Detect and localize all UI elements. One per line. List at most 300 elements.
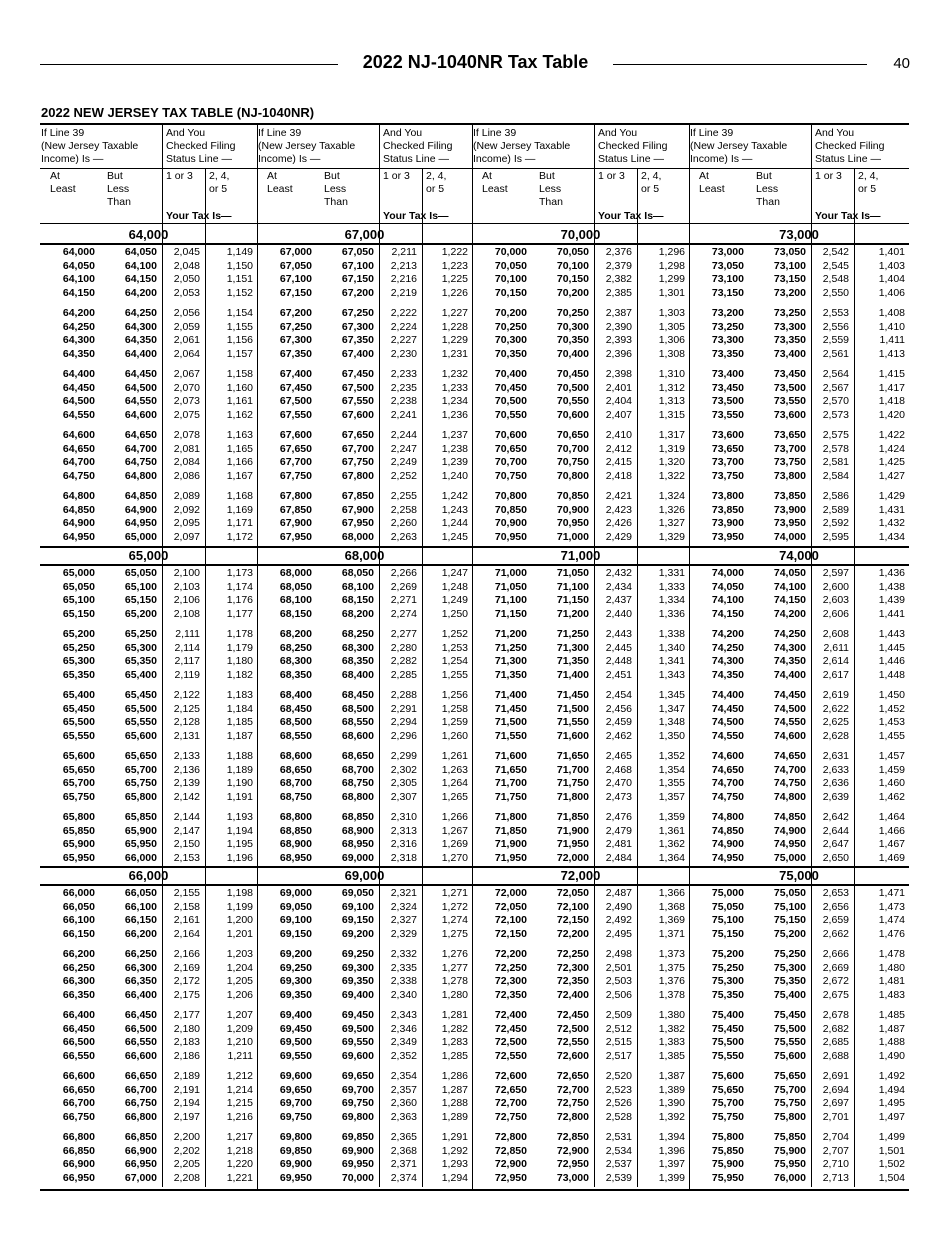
tax-status-1-3: 2,401 — [605, 381, 632, 394]
at-least-value: 64,550 — [62, 408, 95, 421]
at-least-value: 74,300 — [711, 655, 744, 667]
tax-status-2-4-5: 1,176 — [226, 594, 253, 606]
tax-status-1-3: 2,291 — [390, 702, 417, 715]
band-label: 70,000 — [560, 227, 601, 242]
tax-status-2-4-5: 1,483 — [878, 988, 905, 1001]
but-less-than-value: 65,350 — [124, 655, 157, 667]
tax-status-1-3: 2,175 — [173, 988, 200, 1001]
tax-status-1-3: 2,462 — [605, 729, 632, 742]
tax-status-1-3: 2,509 — [605, 1009, 632, 1021]
but-less-than-value: 75,900 — [773, 1144, 806, 1157]
tax-status-1-3: 2,608 — [822, 628, 849, 640]
tax-status-1-3: 2,697 — [822, 1097, 849, 1109]
tax-status-2-4-5: 1,296 — [658, 246, 685, 258]
tax-status-2-4-5: 1,443 — [878, 628, 905, 640]
tax-status-1-3: 2,492 — [605, 914, 632, 926]
but-less-than-value: 71,550 — [556, 716, 589, 728]
at-least-value: 70,450 — [494, 381, 527, 394]
band-label: 67,000 — [344, 227, 385, 242]
tax-status-1-3: 2,600 — [822, 580, 849, 593]
but-less-than-value: 68,900 — [341, 824, 374, 837]
tax-status-1-3: 2,606 — [822, 607, 849, 620]
tax-status-2-4-5: 1,473 — [878, 900, 905, 913]
tax-status-1-3: 2,672 — [822, 975, 849, 987]
at-least-value: 67,550 — [279, 408, 312, 421]
tax-status-2-4-5: 1,210 — [226, 1036, 253, 1048]
tax-status-1-3: 2,614 — [822, 655, 849, 667]
tax-status-1-3: 2,639 — [822, 790, 849, 803]
at-least-value: 71,550 — [494, 729, 527, 742]
band-label: 64,000 — [128, 227, 169, 242]
status-header: Checked Filing — [598, 140, 668, 152]
at-least-value: 74,650 — [711, 763, 744, 776]
but-less-than-value: 75,350 — [773, 975, 806, 987]
but-less-than-value: 71,300 — [556, 641, 589, 654]
but-less-than-value: 69,850 — [341, 1131, 374, 1143]
at-least-value: 70,350 — [494, 347, 527, 360]
but-less-than-value: 66,400 — [124, 988, 157, 1001]
status-header: And You — [815, 127, 855, 139]
but-less-than-value: 75,150 — [773, 914, 806, 926]
at-least-value: 73,150 — [711, 286, 744, 299]
tax-status-2-4-5: 1,263 — [441, 763, 468, 776]
tax-status-1-3: 2,559 — [822, 334, 849, 346]
tax-status-2-4-5: 1,450 — [878, 689, 905, 701]
tax-status-2-4-5: 1,343 — [658, 668, 685, 681]
tax-status-1-3: 2,644 — [822, 824, 849, 837]
tax-status-1-3: 2,200 — [173, 1131, 200, 1143]
at-least-value: 74,700 — [711, 777, 744, 789]
tax-status-2-4-5: 1,313 — [658, 395, 685, 407]
page-title: 2022 NJ-1040NR Tax Table — [362, 52, 589, 72]
but-less-than-value: 73,700 — [773, 442, 806, 455]
at-least-header: At — [267, 170, 277, 182]
tax-status-1-3: 2,404 — [605, 395, 632, 407]
tax-status-1-3: 2,332 — [390, 948, 417, 960]
tax-status-1-3: 2,349 — [390, 1036, 417, 1048]
tax-status-1-3: 2,084 — [173, 456, 200, 468]
tax-status-1-3: 2,704 — [822, 1131, 849, 1143]
but-less-than-value: 69,950 — [341, 1158, 374, 1170]
but-less-than-value: 69,700 — [341, 1083, 374, 1096]
at-least-value: 68,600 — [279, 750, 312, 762]
tax-table-panel — [689, 123, 909, 1191]
tax-status-1-3: 2,636 — [822, 777, 849, 789]
tax-status-1-3: 2,506 — [605, 988, 632, 1001]
at-least-value: 70,950 — [494, 530, 527, 543]
but-less-than-value: 75,500 — [773, 1022, 806, 1035]
tax-status-1-3: 2,421 — [605, 490, 632, 502]
at-least-value: 74,950 — [711, 851, 744, 864]
but-less-than-value: 72,000 — [556, 851, 589, 864]
but-less-than-value: 69,200 — [341, 927, 374, 940]
tax-status-2-4-5: 1,404 — [878, 273, 905, 285]
status-1-3-header: 1 or 3 — [598, 170, 625, 182]
tax-status-2-4-5: 1,392 — [658, 1110, 685, 1123]
band-label: 68,000 — [344, 548, 385, 563]
at-least-header: At — [699, 170, 709, 182]
at-least-value: 65,150 — [62, 607, 95, 620]
but-less-than-value: 75,700 — [773, 1083, 806, 1096]
but-less-than-value: 73,250 — [773, 307, 806, 319]
tax-status-2-4-5: 1,446 — [878, 655, 905, 667]
tax-status-1-3: 2,335 — [390, 961, 417, 974]
tax-status-2-4-5: 1,207 — [226, 1009, 253, 1021]
tax-status-2-4-5: 1,194 — [226, 824, 253, 837]
tax-status-1-3: 2,495 — [605, 927, 632, 940]
at-least-value: 68,800 — [279, 811, 312, 823]
at-least-value: 64,300 — [62, 334, 95, 346]
band-rule — [689, 884, 909, 886]
tax-status-1-3: 2,707 — [822, 1144, 849, 1157]
but-less-than-value: 70,850 — [556, 490, 589, 502]
tax-status-2-4-5: 1,403 — [878, 259, 905, 272]
but-less-than-value: 69,000 — [341, 851, 374, 864]
tax-status-2-4-5: 1,492 — [878, 1070, 905, 1082]
at-least-value: 66,950 — [62, 1171, 95, 1184]
band-rule — [40, 243, 257, 245]
tax-status-2-4-5: 1,315 — [658, 408, 685, 421]
tax-status-2-4-5: 1,198 — [226, 887, 253, 899]
tax-status-2-4-5: 1,464 — [878, 811, 905, 823]
tax-status-1-3: 2,205 — [173, 1158, 200, 1170]
tax-status-1-3: 2,710 — [822, 1158, 849, 1170]
tax-status-1-3: 2,252 — [390, 469, 417, 482]
tax-status-2-4-5: 1,324 — [658, 490, 685, 502]
tax-status-1-3: 2,172 — [173, 975, 200, 987]
but-less-than-value: 70,350 — [556, 334, 589, 346]
but-less-than-value: 70,700 — [556, 442, 589, 455]
tax-status-2-4-5: 1,376 — [658, 975, 685, 987]
but-less-than-value: 75,850 — [773, 1131, 806, 1143]
tax-status-1-3: 2,142 — [173, 790, 200, 803]
tax-status-1-3: 2,056 — [173, 307, 200, 319]
tax-status-1-3: 2,476 — [605, 811, 632, 823]
but-less-than-value: 68,100 — [341, 580, 374, 593]
tax-status-2-4-5: 1,471 — [878, 887, 905, 899]
but-less-than-value: 72,050 — [556, 887, 589, 899]
at-least-value: 67,050 — [279, 259, 312, 272]
tax-status-2-4-5: 1,248 — [441, 580, 468, 593]
but-less-than-value: 70,450 — [556, 368, 589, 380]
at-least-value: 69,350 — [279, 988, 312, 1001]
your-tax-is-label: Your Tax Is— — [598, 210, 664, 222]
tax-status-1-3: 2,570 — [822, 395, 849, 407]
tax-status-1-3: 2,111 — [175, 628, 200, 640]
but-less-than-value: 65,950 — [124, 838, 157, 850]
but-less-than-value: 75,100 — [773, 900, 806, 913]
but-less-than-value: 65,500 — [124, 702, 157, 715]
but-less-than-value: 69,350 — [341, 975, 374, 987]
but-less-than-value: 73,150 — [773, 273, 806, 285]
but-less-than-value: 74,050 — [773, 567, 806, 579]
but-less-than-value: 72,400 — [556, 988, 589, 1001]
tax-status-1-3: 2,487 — [605, 887, 632, 899]
tax-status-2-4-5: 1,380 — [658, 1009, 685, 1021]
tax-status-1-3: 2,208 — [173, 1171, 200, 1184]
but-less-than-header: But — [756, 170, 772, 182]
at-least-header: At — [50, 170, 60, 182]
tax-status-1-3: 2,611 — [823, 641, 849, 654]
tax-status-1-3: 2,247 — [390, 442, 417, 455]
tax-status-2-4-5: 1,373 — [658, 948, 685, 960]
at-least-header: At — [482, 170, 492, 182]
tax-status-1-3: 2,429 — [605, 530, 632, 543]
but-less-than-value: 70,400 — [556, 347, 589, 360]
at-least-value: 64,800 — [62, 490, 95, 502]
at-least-value: 71,950 — [494, 851, 527, 864]
tax-status-2-4-5: 1,312 — [658, 381, 685, 394]
at-least-header: Least — [267, 183, 293, 195]
status-header: And You — [598, 127, 638, 139]
your-tax-is-label: Your Tax Is— — [815, 210, 881, 222]
but-less-than-value: 66,800 — [124, 1110, 157, 1123]
at-least-value: 71,650 — [494, 763, 527, 776]
at-least-value: 65,050 — [62, 580, 95, 593]
at-least-value: 74,100 — [711, 594, 744, 606]
at-least-value: 72,500 — [494, 1036, 527, 1048]
at-least-value: 74,600 — [711, 750, 744, 762]
but-less-than-value: 71,350 — [556, 655, 589, 667]
at-least-value: 74,500 — [711, 716, 744, 728]
at-least-value: 67,600 — [279, 429, 312, 441]
at-least-value: 69,400 — [279, 1009, 312, 1021]
but-less-than-value: 66,650 — [124, 1070, 157, 1082]
at-least-value: 67,650 — [279, 442, 312, 455]
at-least-value: 67,100 — [279, 273, 312, 285]
tax-status-2-4-5: 1,308 — [658, 347, 685, 360]
at-least-value: 68,450 — [279, 702, 312, 715]
at-least-value: 68,900 — [279, 838, 312, 850]
but-less-than-value: 74,650 — [773, 750, 806, 762]
tax-status-2-4-5: 1,169 — [226, 503, 253, 516]
but-less-than-value: 70,000 — [341, 1171, 374, 1184]
tax-status-1-3: 2,592 — [822, 517, 849, 529]
at-least-value: 66,750 — [62, 1110, 95, 1123]
tax-status-2-4-5: 1,432 — [878, 517, 905, 529]
at-least-value: 73,500 — [711, 395, 744, 407]
but-less-than-value: 69,800 — [341, 1110, 374, 1123]
tax-status-1-3: 2,418 — [605, 469, 632, 482]
tax-status-1-3: 2,139 — [173, 777, 200, 789]
but-less-than-value: 75,800 — [773, 1110, 806, 1123]
tax-status-1-3: 2,307 — [390, 790, 417, 803]
at-least-value: 75,950 — [711, 1171, 744, 1184]
tax-status-1-3: 2,625 — [822, 716, 849, 728]
at-least-value: 70,400 — [494, 368, 527, 380]
tax-status-2-4-5: 1,333 — [658, 580, 685, 593]
tax-status-1-3: 2,119 — [174, 668, 200, 681]
tax-status-2-4-5: 1,152 — [226, 286, 253, 299]
but-less-than-value: 75,050 — [773, 887, 806, 899]
tax-status-2-4-5: 1,359 — [658, 811, 685, 823]
tax-status-2-4-5: 1,203 — [226, 948, 253, 960]
tax-status-1-3: 2,238 — [390, 395, 417, 407]
at-least-value: 71,600 — [494, 750, 527, 762]
but-less-than-value: 65,250 — [124, 628, 157, 640]
but-less-than-value: 67,700 — [341, 442, 374, 455]
tax-status-2-4-5: 1,420 — [878, 408, 905, 421]
tax-status-1-3: 2,437 — [605, 594, 632, 606]
but-less-than-value: 73,950 — [773, 517, 806, 529]
but-less-than-value: 68,950 — [341, 838, 374, 850]
tax-status-2-4-5: 1,163 — [226, 429, 253, 441]
tax-status-1-3: 2,357 — [390, 1083, 417, 1096]
tax-status-1-3: 2,158 — [173, 900, 200, 913]
but-less-than-value: 65,300 — [124, 641, 157, 654]
at-least-value: 72,250 — [494, 961, 527, 974]
tax-status-2-4-5: 1,378 — [658, 988, 685, 1001]
at-least-value: 64,250 — [62, 320, 95, 333]
tax-status-1-3: 2,288 — [390, 689, 417, 701]
but-less-than-value: 64,550 — [124, 395, 157, 407]
at-least-value: 70,550 — [494, 408, 527, 421]
at-least-value: 68,000 — [279, 567, 312, 579]
but-less-than-value: 74,900 — [773, 824, 806, 837]
but-less-than-value: 64,850 — [124, 490, 157, 502]
tax-status-2-4-5: 1,306 — [658, 334, 685, 346]
but-less-than-value: 66,450 — [124, 1009, 157, 1021]
tax-status-2-4-5: 1,225 — [441, 273, 468, 285]
at-least-value: 75,600 — [711, 1070, 744, 1082]
tax-status-2-4-5: 1,249 — [441, 594, 468, 606]
but-less-than-value: 75,250 — [773, 948, 806, 960]
at-least-value: 69,300 — [279, 975, 312, 987]
tax-status-2-4-5: 1,179 — [226, 641, 253, 654]
tax-status-2-4-5: 1,216 — [226, 1110, 253, 1123]
tax-status-2-4-5: 1,336 — [658, 607, 685, 620]
at-least-value: 75,350 — [711, 988, 744, 1001]
tax-status-2-4-5: 1,441 — [878, 607, 905, 620]
but-less-than-value: 64,200 — [124, 286, 157, 299]
at-least-value: 69,050 — [279, 900, 312, 913]
but-less-than-value: 67,550 — [341, 395, 374, 407]
at-least-value: 66,050 — [62, 900, 95, 913]
tax-status-1-3: 2,465 — [605, 750, 632, 762]
tax-status-1-3: 2,501 — [605, 961, 632, 974]
tax-status-1-3: 2,659 — [822, 914, 849, 926]
at-least-value: 67,950 — [279, 530, 312, 543]
tax-status-1-3: 2,321 — [390, 887, 417, 899]
at-least-value: 75,750 — [711, 1110, 744, 1123]
at-least-value: 71,250 — [494, 641, 527, 654]
tax-status-2-4-5: 1,476 — [878, 927, 905, 940]
tax-status-1-3: 2,354 — [390, 1070, 417, 1082]
but-less-than-value: 71,250 — [556, 628, 589, 640]
tax-status-1-3: 2,180 — [173, 1022, 200, 1035]
tax-status-1-3: 2,125 — [173, 702, 200, 715]
at-least-value: 71,350 — [494, 668, 527, 681]
status-header: Checked Filing — [166, 140, 236, 152]
at-least-value: 71,000 — [494, 567, 527, 579]
but-less-than-value: 73,550 — [773, 395, 806, 407]
but-less-than-value: 69,250 — [341, 948, 374, 960]
at-least-value: 75,050 — [711, 900, 744, 913]
tax-status-1-3: 2,249 — [390, 456, 417, 468]
tax-status-2-4-5: 1,334 — [658, 594, 685, 606]
band-label: 74,000 — [779, 548, 819, 563]
tax-status-1-3: 2,523 — [605, 1083, 632, 1096]
but-less-than-value: 72,500 — [556, 1022, 589, 1035]
tax-status-1-3: 2,224 — [390, 320, 417, 333]
tax-status-2-4-5: 1,267 — [441, 824, 468, 837]
income-header: Income) Is — — [690, 153, 753, 165]
tax-status-2-4-5: 1,469 — [878, 851, 905, 864]
but-less-than-value: 64,350 — [124, 334, 157, 346]
status-1-3-header: 1 or 3 — [166, 170, 193, 182]
tax-status-1-3: 2,266 — [390, 567, 417, 579]
tax-table-panel — [257, 123, 473, 1191]
tax-status-2-4-5: 1,266 — [441, 811, 468, 823]
but-less-than-value: 68,750 — [341, 777, 374, 789]
but-less-than-value: 72,150 — [556, 914, 589, 926]
tax-status-2-4-5: 1,345 — [658, 689, 685, 701]
but-less-than-value: 68,150 — [341, 594, 374, 606]
tax-status-1-3: 2,490 — [605, 900, 632, 913]
but-less-than-value: 67,600 — [341, 408, 374, 421]
but-less-than-value: 75,000 — [773, 851, 806, 864]
tax-status-2-4-5: 1,387 — [658, 1070, 685, 1082]
tax-status-1-3: 2,269 — [390, 580, 417, 593]
at-least-value: 69,750 — [279, 1110, 312, 1123]
tax-status-2-4-5: 1,317 — [658, 429, 685, 441]
tax-status-2-4-5: 1,254 — [441, 655, 468, 667]
but-less-than-value: 75,650 — [773, 1070, 806, 1082]
tax-status-1-3: 2,701 — [822, 1110, 849, 1123]
income-header: If Line 39 — [258, 127, 302, 139]
tax-status-1-3: 2,186 — [173, 1049, 200, 1062]
at-least-value: 66,600 — [62, 1070, 95, 1082]
header-rule — [40, 168, 257, 169]
tax-status-2-4-5: 1,466 — [878, 824, 905, 837]
tax-status-1-3: 2,385 — [605, 286, 632, 299]
tax-status-1-3: 2,114 — [174, 641, 200, 654]
at-least-value: 68,400 — [279, 689, 312, 701]
tax-status-2-4-5: 1,427 — [878, 469, 905, 482]
but-less-than-value: 72,600 — [556, 1049, 589, 1062]
tax-status-2-4-5: 1,166 — [226, 456, 253, 468]
tax-status-2-4-5: 1,191 — [226, 790, 253, 803]
but-less-than-value: 74,100 — [773, 580, 806, 593]
at-least-value: 65,600 — [62, 750, 95, 762]
tax-status-2-4-5: 1,310 — [658, 368, 685, 380]
tax-status-1-3: 2,589 — [822, 503, 849, 516]
but-less-than-value: 65,100 — [124, 580, 157, 593]
tax-status-1-3: 2,691 — [822, 1070, 849, 1082]
tax-status-1-3: 2,346 — [390, 1022, 417, 1035]
at-least-value: 66,450 — [62, 1022, 95, 1035]
tax-status-1-3: 2,241 — [390, 408, 417, 421]
tax-status-1-3: 2,379 — [605, 259, 632, 272]
tax-status-2-4-5: 1,408 — [878, 307, 905, 319]
at-least-value: 65,550 — [62, 729, 95, 742]
tax-status-1-3: 2,244 — [390, 429, 417, 441]
tax-status-1-3: 2,542 — [822, 246, 849, 258]
but-less-than-value: 73,900 — [773, 503, 806, 516]
but-less-than-value: 71,100 — [556, 580, 589, 593]
but-less-than-value: 70,950 — [556, 517, 589, 529]
but-less-than-value: 68,700 — [341, 763, 374, 776]
but-less-than-value: 64,250 — [124, 307, 157, 319]
tax-status-1-3: 2,669 — [822, 961, 849, 974]
at-least-value: 64,900 — [62, 517, 95, 529]
tax-status-1-3: 2,578 — [822, 442, 849, 455]
band-label: 71,000 — [560, 548, 601, 563]
tax-status-2-4-5: 1,195 — [226, 838, 253, 850]
but-less-than-value: 75,600 — [773, 1049, 806, 1062]
but-less-than-value: 67,500 — [341, 381, 374, 394]
tax-status-1-3: 2,434 — [605, 580, 632, 593]
